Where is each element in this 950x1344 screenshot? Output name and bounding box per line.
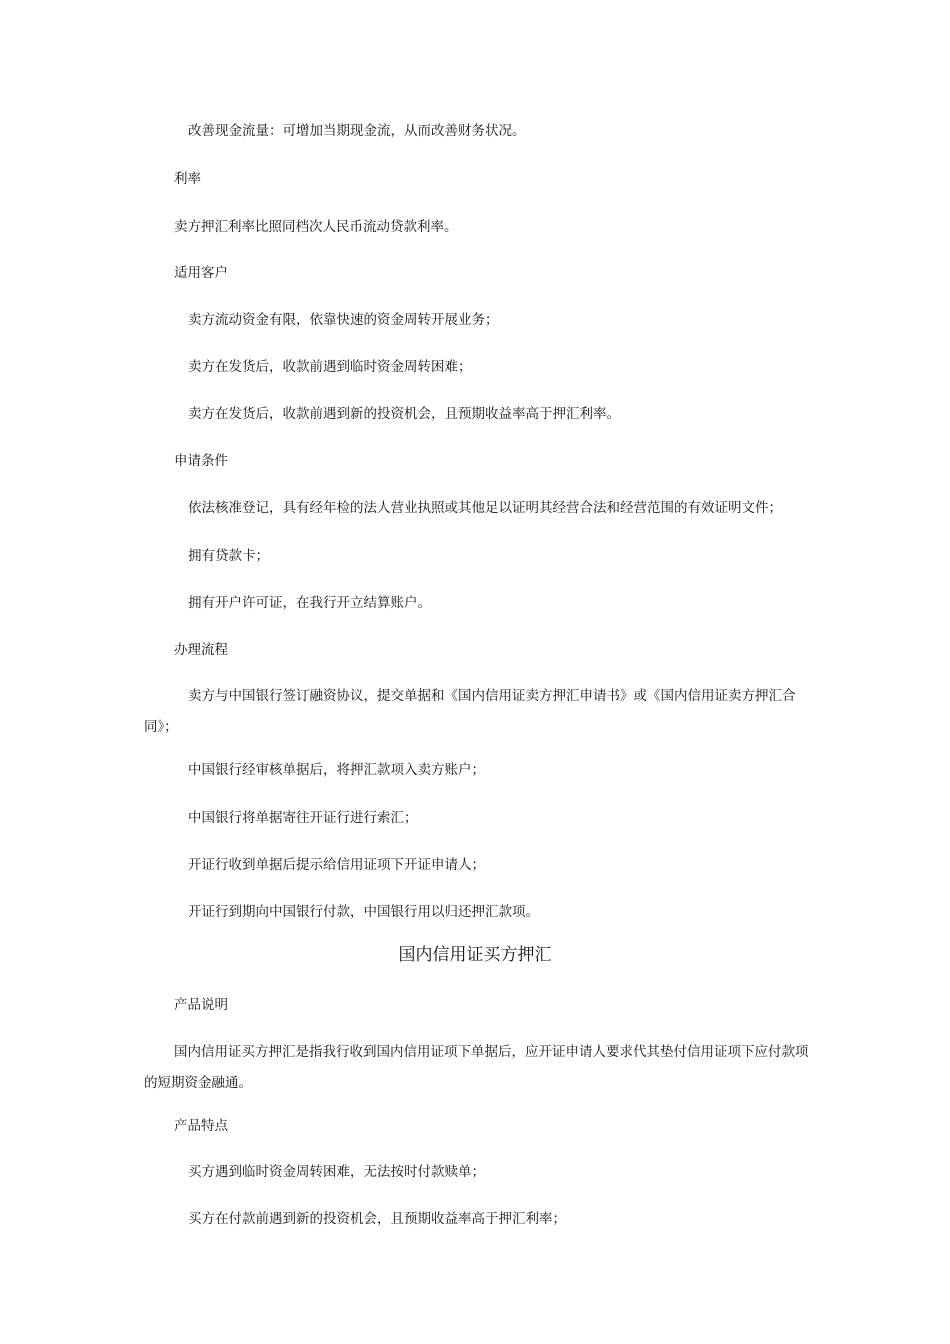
description-paragraph: 国内信用证买方押汇是指我行收到国内信用证项下单据后，应开证申请人要求代其垫付信用证项下应付款项的短期资金融通。: [144, 1044, 809, 1091]
process-step: 中国银行将单据寄往开证行进行索汇；: [188, 810, 418, 826]
condition-item: 拥有开户许可证，在我行开立结算账户。: [188, 595, 431, 611]
process-step-paragraph: 卖方与中国银行签订融资协议，提交单据和《国内信用证卖方押汇申请书》或《国内信用证卖方押汇合同》；: [144, 688, 796, 735]
process-heading: 办理流程: [174, 642, 228, 658]
feature-item: 买方遇到临时资金周转困难，无法按时付款赎单；: [188, 1164, 485, 1180]
condition-item: 拥有贷款卡；: [188, 548, 269, 564]
customer-item: 卖方在发货后，收款前遇到临时资金周转困难；: [188, 359, 472, 375]
process-step: 开证行收到单据后提示给信用证项下开证申请人；: [188, 857, 485, 873]
customer-item: 卖方在发货后，收款前遇到新的投资机会，且预期收益率高于押汇利率。: [188, 406, 620, 422]
customer-item: 卖方流动资金有限，依靠快速的资金周转开展业务；: [188, 312, 499, 328]
customers-heading: 适用客户: [174, 265, 228, 281]
conditions-heading: 申请条件: [174, 453, 228, 469]
rate-heading: 利率: [174, 171, 201, 187]
condition-item: 依法核准登记，具有经年检的法人营业执照或其他足以证明其经营合法和经营范围的有效证明文件；: [188, 500, 782, 516]
cashflow-benefit-text: 改善现金流量：可增加当期现金流，从而改善财务状况。: [188, 123, 526, 139]
process-step: 中国银行经审核单据后，将押汇款项入卖方账户；: [188, 762, 485, 778]
features-heading: 产品特点: [174, 1118, 228, 1134]
description-heading: 产品说明: [174, 997, 228, 1013]
process-step: 开证行到期向中国银行付款，中国银行用以归还押汇款项。: [188, 904, 539, 920]
section-title: 国内信用证买方押汇: [398, 945, 552, 965]
feature-item: 买方在付款前遇到新的投资机会，且预期收益率高于押汇利率；: [188, 1211, 566, 1227]
rate-text: 卖方押汇利率比照同档次人民币流动贷款利率。: [174, 219, 458, 235]
